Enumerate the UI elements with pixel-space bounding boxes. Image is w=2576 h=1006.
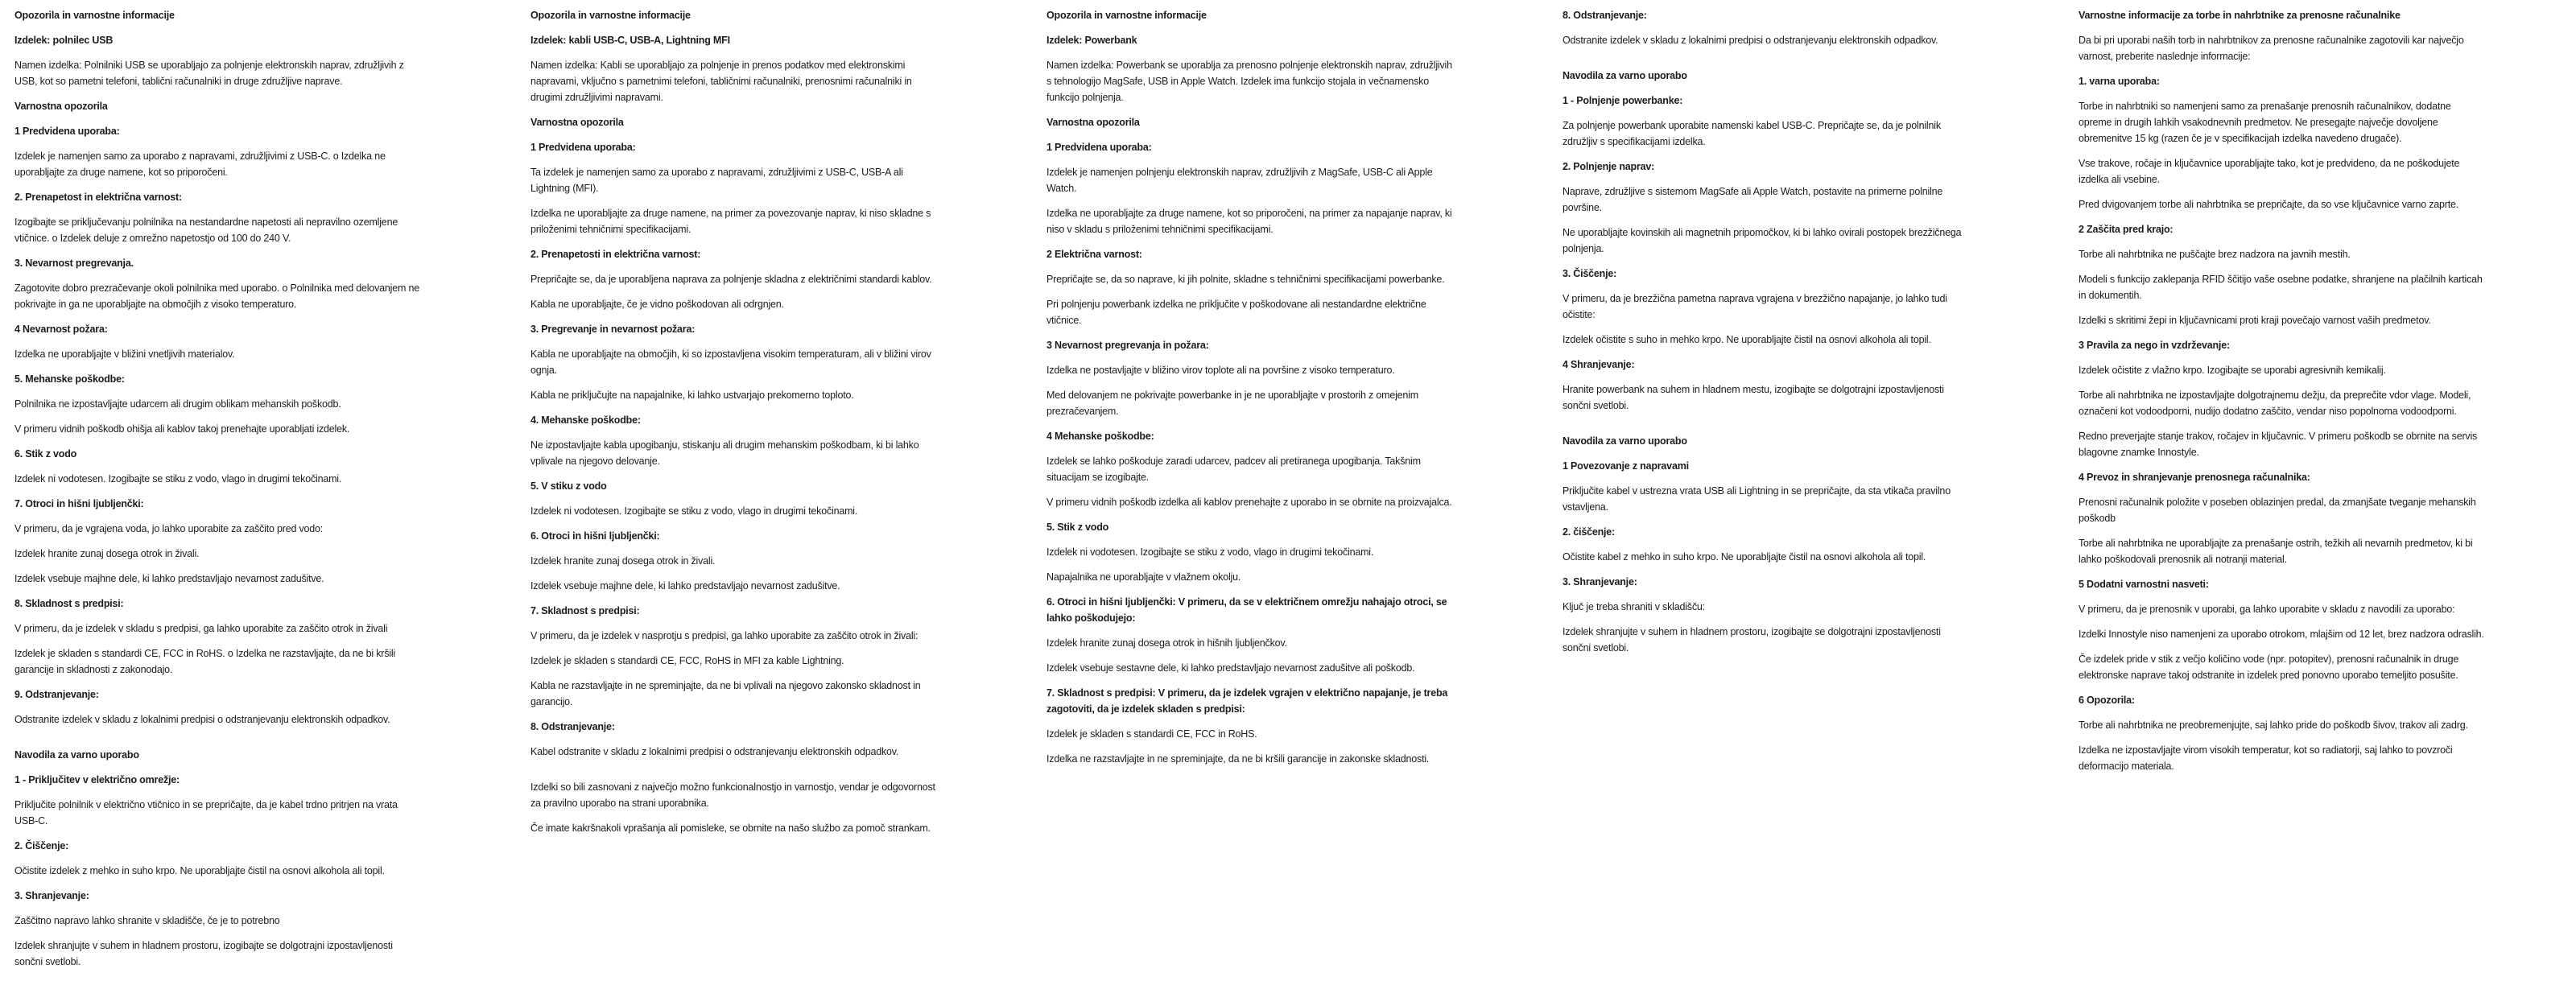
column-cables [530,7,937,845]
paragraph: V primeru vidnih poškodb ohišja ali kablov takoj prenehajte uporabljati izdelek. [14,423,350,435]
paragraph: Izdelek očistite s suho in mehko krpo. Ne uporabljajte čistil na osnovi alkohola ali topil. [1563,334,1931,345]
paragraph: Napajalnika ne uporabljajte v vlažnem okolju. [1046,571,1241,583]
paragraph: Kabla ne razstavljajte in ne spreminjajte, da ne bi vplivali na njegovo zakonsko skladnost in garancijo. [530,680,921,707]
column-laptop-bags [2079,7,2485,783]
paragraph: V primeru, da je vgrajena voda, jo lahko uporabite za zaščito pred vodo: [14,523,324,534]
paragraph: Izdelki so bili zasnovani z največjo možno funkcionalnostjo in varnostjo, vendar je odgovornost za pravilno uporabo na strani uporabnika. [530,781,935,809]
paragraph: Torbe in nahrbtniki so namenjeni samo za prenašanje prenosnih računalnikov, dodatne opreme in drugih lahkih vsakodnevnih predmetov. Ne presegajte največje dovoljene obremenitve 15 kg (razen če je v specifikacijah izdelka navedeno drugače). [2079,101,2451,144]
paragraph: Izdelek se lahko poškoduje zaradi udarcev, padcev ali pretiranega upogibanja. Takšnim situacijam se izogibajte. [1046,456,1421,483]
section-heading: 5. Stik z vodo [1046,522,1109,533]
paragraph: V primeru, da je izdelek v nasprotju s predpisi, ga lahko uporabite za zaščito otrok in živali: [530,630,919,641]
section-heading: 1 Predvidena uporaba: [14,126,120,137]
paragraph: Med delovanjem ne pokrivajte powerbanke in je ne uporabljajte v prostorih z omejenim prezračevanjem. [1046,390,1418,417]
section-heading: 7. Skladnost s predpisi: V primeru, da je izdelek vgrajen v električno napajanje, je treba zagotoviti, da je izdelek skladen s predpisi: [1046,687,1448,715]
paragraph: Izdelek očistite z vlažno krpo. Izogibajte se uporabi agresivnih kemikalij. [2079,365,2386,376]
section-heading: 2. Čiščenje: [14,840,69,851]
paragraph: Redno preverjajte stanje trakov, ročajev in ključavnic. V primeru poškodb se obrnite na servis blagovne znamke Innostyle. [2079,431,2478,458]
section-heading: 5 Dodatni varnostni nasveti: [2079,579,2209,590]
section-heading: Opozorila in varnostne informacije [530,10,691,21]
section-heading: Navodila za varno uporabo [14,749,139,761]
paragraph: Ključ je treba shraniti v skladišču: [1563,601,1705,612]
paragraph: Torbe ali nahrbtnika ne preobremenjujte, saj lahko pride do poškodb šivov, trakov ali zadrg. [2079,719,2468,731]
paragraph: Polnilnika ne izpostavljajte udarcem ali drugim oblikam mehanskih poškodb. [14,398,341,410]
section-heading: 5. V stiku z vodo [530,480,607,492]
paragraph: Izdelek shranjujte v suhem in hladnem prostoru, izogibajte se dolgotrajni izpostavljenosti sončni svetlobi. [1563,626,1941,653]
section-heading: Opozorila in varnostne informacije [14,10,175,21]
paragraph: Namen izdelka: Polnilniki USB se uporabljajo za polnjenje elektronskih naprav, združljivih z USB, kot so pametni telefoni, tablični računalniki in druge združljive naprave. [14,60,404,87]
section-heading: 1 Predvidena uporaba: [1046,142,1152,153]
section-heading: Varnostna opozorila [1046,117,1140,128]
paragraph: Ne uporabljajte kovinskih ali magnetnih pripomočkov, ki bi lahko ovirali postopek brezžičnega polnjenja. [1563,227,1962,254]
paragraph: Izdelek ni vodotesen. Izogibajte se stiku z vodo, vlago in drugimi tekočinami. [14,473,342,484]
paragraph: Kabla ne priključujte na napajalnike, ki lahko ustvarjajo prekomerno toploto. [530,390,854,401]
paragraph: Pri polnjenju powerbank izdelka ne priključite v poškodovane ali nestandardne električne vtičnice. [1046,299,1426,326]
spacer [1563,423,1969,433]
paragraph: Za polnjenje powerbank uporabite namenski kabel USB-C. Prepričajte se, da je polnilnik združljiv s specifikacijami izdelka. [1563,120,1941,147]
paragraph: Izdelka ne uporabljajte v bližini vnetljivih materialov. [14,348,235,360]
section-heading: Varnostne informacije za torbe in nahrbtnike za prenosne računalnike [2079,10,2401,21]
section-heading: 4. Mehanske poškodbe: [530,414,641,426]
spacer [1563,57,1969,68]
section-heading: 2 Zaščita pred krajo: [2079,224,2174,235]
paragraph: Torbe ali nahrbtnika ne izpostavljajte dolgotrajnemu dežju, da preprečite vdor vlage. Modeli, označeni kot vodoodporni, nudijo dodatno zaščito, vendar niso popolnoma vodoodporni. [2079,390,2471,417]
paragraph: Izdelek vsebuje majhne dele, ki lahko predstavljajo nevarnost zadušitve. [14,573,324,584]
section-heading: 3. Nevarnost pregrevanja. [14,258,134,269]
paragraph: Če imate kakršnakoli vprašanja ali pomisleke, se obrnite na našo službo za pomoč strankam. [530,823,931,834]
section-heading: Izdelek: Powerbank [1046,35,1137,46]
paragraph: Modeli s funkcijo zaklepanja RFID ščitijo vaše osebne podatke, shranjene na plačilnih karticah in dokumentih. [2079,274,2483,301]
section-heading: Varnostna opozorila [14,101,108,112]
paragraph: Pred dvigovanjem torbe ali nahrbtnika se prepričajte, da so vse ključavnice varno zaprte. [2079,199,2459,210]
section-heading: 1 Predvidena uporaba: [530,142,636,153]
paragraph: Izdelki Innostyle niso namenjeni za uporabo otrokom, mlajšim od 12 let, brez nadzora odraslih. [2079,629,2484,640]
paragraph: Izdelek hranite zunaj dosega otrok in hišnih ljubljenčkov. [1046,637,1287,649]
section-heading: 7. Skladnost s predpisi: [530,605,640,616]
paragraph: Odstranite izdelek v skladu z lokalnimi predpisi o odstranjevanju elektronskih odpadkov. [1563,35,1938,46]
paragraph: Odstranite izdelek v skladu z lokalnimi predpisi o odstranjevanju elektronskih odpadkov. [14,714,390,725]
paragraph: Izdelki s skritimi žepi in ključavnicami proti kraji povečajo varnost vaših predmetov. [2079,315,2431,326]
section-heading: 8. Skladnost s predpisi: [14,598,124,609]
paragraph: Izdelek je skladen s standardi CE, FCC, RoHS in MFI za kable Lightning. [530,655,844,666]
section-heading: 2. Prenapetost in električna varnost: [14,192,182,203]
section-heading: Navodila za varno uporabo [1563,435,1687,447]
paragraph: Izdelek ni vodotesen. Izogibajte se stiku z vodo, vlago in drugimi tekočinami. [530,505,858,517]
section-heading: 3. Čiščenje: [1563,268,1617,279]
section-heading: 8. Odstranjevanje: [530,721,615,732]
paragraph: Izogibajte se priključevanju polnilnika na nestandardne napetosti ali nepravilno ozemljene vtičnice. o Izdelek deluje z omrežno napetostjo od 100 do 240 V. [14,216,398,244]
column-usb-charger [14,7,421,979]
section-heading: 2. čiščenje: [1563,526,1616,538]
section-heading: 7. Otroci in hišni ljubljenčki: [14,498,144,509]
paragraph: Prepričajte se, da je uporabljena naprava za polnjenje skladna z električnimi standardi kablov. [530,274,932,285]
paragraph: Prepričajte se, da so naprave, ki jih polnite, skladne s tehničnimi specifikacijami powerbanke. [1046,274,1445,285]
section-heading: 3. Shranjevanje: [1563,576,1637,588]
section-heading: 2. Polnjenje naprav: [1563,161,1655,172]
paragraph: Izdelek vsebuje sestavne dele, ki lahko predstavljajo nevarnost zadušitve ali poškodb. [1046,662,1415,674]
section-heading: 6 Opozorila: [2079,695,2135,706]
section-heading: 9. Odstranjevanje: [14,689,99,700]
paragraph: Kabla ne uporabljajte, če je vidno poškodovan ali odrgnjen. [530,299,784,310]
section-heading: 4 Shranjevanje: [1563,359,1635,370]
paragraph: V primeru, da je prenosnik v uporabi, ga lahko uporabite v skladu z navodili za uporabo: [2079,604,2455,615]
section-heading: 4 Nevarnost požara: [14,324,108,335]
spacer [530,769,937,779]
paragraph: Izdelek hranite zunaj dosega otrok in živali. [530,555,716,567]
paragraph: Ne izpostavljajte kabla upogibanju, stiskanju ali drugim mehanskim poškodbam, ki bi lahko vplivale na njegovo delovanje. [530,439,919,467]
section-heading: 2. Prenapetosti in električna varnost: [530,249,701,260]
paragraph: Izdelek ni vodotesen. Izogibajte se stiku z vodo, vlago in drugimi tekočinami. [1046,546,1374,558]
paragraph: Očistite kabel z mehko in suho krpo. Ne uporabljajte čistil na osnovi alkohola ali topil. [1563,551,1926,563]
column-powerbank-usage [1563,7,1969,665]
section-heading: 3 Nevarnost pregrevanja in požara: [1046,340,1209,351]
paragraph: Ta izdelek je namenjen samo za uporabo z napravami, združljivimi z USB-C, USB-A ali Lightning (MFI). [530,167,903,194]
section-heading: Varnostna opozorila [530,117,624,128]
paragraph: Izdelek je namenjen polnjenju elektronskih naprav, združljivih z MagSafe, USB-C ali Apple Watch. [1046,167,1433,194]
paragraph: Izdelek je skladen s standardi CE, FCC in RoHS. o Izdelka ne razstavljajte, da ne bi kršili garancije in skladnosti z zakonodajo. [14,648,395,675]
paragraph: Zaščitno napravo lahko shranite v skladišče, če je to potrebno [14,915,280,926]
paragraph: Izdelka ne izpostavljajte virom visokih temperatur, kot so radiatorji, saj lahko to povzroči deformacijo materiala. [2079,744,2453,772]
paragraph: Očistite izdelek z mehko in suho krpo. Ne uporabljajte čistil na osnovi alkohola ali topil. [14,865,385,876]
section-heading: 5. Mehanske poškodbe: [14,373,125,385]
section-heading: 6. Stik z vodo [14,448,77,460]
section-heading: 1. varna uporaba: [2079,76,2160,87]
paragraph: Izdelka ne uporabljajte za druge namene, na primer za povezovanje naprav, ki niso skladne s priloženimi tehničnimi specifikacijami. [530,208,931,235]
paragraph: Izdelek je skladen s standardi CE, FCC in RoHS. [1046,728,1257,740]
paragraph: Izdelek hranite zunaj dosega otrok in živali. [14,548,200,559]
paragraph: V primeru, da je brezžična pametna naprava vgrajena v brezžično napajanje, jo lahko tudi očistite: [1563,293,1947,320]
paragraph: Hranite powerbank na suhem in hladnem mestu, izogibajte se dolgotrajni izpostavljenosti sončni svetlobi. [1563,384,1944,411]
section-heading: 8. Odstranjevanje: [1563,10,1647,21]
paragraph: Torbe ali nahrbtnika ne uporabljajte za prenašanje ostrih, težkih ali nevarnih predmetov, ki bi lahko poškodovali prenosnik ali notranji material. [2079,538,2473,565]
paragraph: Izdelka ne uporabljajte za druge namene, kot so priporočeni, na primer za napajanje naprav, ki niso v skladu s priloženimi tehničnimi specifikacijami. [1046,208,1452,235]
paragraph: Priključite kabel v ustrezna vrata USB ali Lightning in se prepričajte, da sta vtikača pravilno vstavljena. [1563,485,1951,513]
paragraph: Izdelek vsebuje majhne dele, ki lahko predstavljajo nevarnost zadušitve. [530,580,840,592]
spacer [14,736,421,747]
paragraph: V primeru, da je izdelek v skladu s predpisi, ga lahko uporabite za zaščito otrok in živali [14,623,388,634]
section-heading: 4 Prevoz in shranjevanje prenosnega računalnika: [2079,472,2310,483]
section-heading: 4 Mehanske poškodbe: [1046,431,1154,442]
paragraph: Da bi pri uporabi naših torb in nahrbtnikov za prenosne računalnike zagotovili kar največjo varnost, preberite naslednje informacije: [2079,35,2464,62]
section-heading: Izdelek: polnilec USB [14,35,114,46]
section-heading: 6. Otroci in hišni ljubljenčki: V primeru, da se v električnem omrežju nahajajo otroci, se lahko poškodujejo: [1046,596,1447,624]
section-heading: 3. Shranjevanje: [14,890,89,901]
paragraph: Naprave, združljive s sistemom MagSafe ali Apple Watch, postavite na primerne polnilne površine. [1563,186,1943,213]
paragraph: Namen izdelka: Powerbank se uporablja za prenosno polnjenje elektronskih naprav, združljivih s tehnologijo MagSafe, USB in Apple Watch. Izdelek ima funkcijo stojala in večnamensko funkcijo polnjenja. [1046,60,1452,103]
paragraph: Izdelka ne postavljajte v bližino virov toplote ali na površine z visoko temperaturo. [1046,365,1395,376]
paragraph: Torbe ali nahrbtnika ne puščajte brez nadzora na javnih mestih. [2079,249,2351,260]
column-powerbank [1046,7,1453,776]
section-heading: Navodila za varno uporabo [1563,70,1687,81]
section-heading: 1 - Priključitev v električno omrežje: [14,774,180,785]
section-heading: 1 Povezovanje z napravami [1563,460,1689,472]
section-heading: 3 Pravila za nego in vzdrževanje: [2079,340,2230,351]
paragraph: Zagotovite dobro prezračevanje okoli polnilnika med uporabo. o Polnilnika med delovanjem ne pokrivajte in ga ne uporabljajte na območjih z visoko temperaturo. [14,282,419,310]
section-heading: 3. Pregrevanje in nevarnost požara: [530,324,696,335]
paragraph: Prenosni računalnik položite v poseben oblazinjen predal, da zmanjšate tveganje mehanskih poškodb [2079,497,2476,524]
section-heading: Opozorila in varnostne informacije [1046,10,1207,21]
paragraph: Vse trakove, ročaje in ključavnice uporabljajte tako, kot je predvideno, da ne poškodujete izdelka ali vsebine. [2079,158,2460,185]
paragraph: Priključite polnilnik v električno vtičnico in se prepričajte, da je kabel trdno pritrjen na vrata USB-C. [14,799,398,827]
paragraph: Namen izdelka: Kabli se uporabljajo za polnjenje in prenos podatkov med elektronskimi napravami, vključno s pametnimi telefoni, tabličnimi računalniki, prenosnimi računalniki in drugimi združljivimi napravami. [530,60,912,103]
paragraph: Če izdelek pride v stik z večjo količino vode (npr. potopitev), prenosni računalnik in druge elektronske naprave takoj odstranite in izdelek pred ponovno uporabo temeljito posušite. [2079,653,2459,681]
paragraph: Kabla ne uporabljajte na območjih, ki so izpostavljena visokim temperaturam, ali v bližini virov ognja. [530,348,931,376]
section-heading: Izdelek: kabli USB-C, USB-A, Lightning MFI [530,35,730,46]
paragraph: Izdelka ne razstavljajte in ne spreminjajte, da ne bi kršili garancije in zakonske skladnosti. [1046,753,1430,765]
paragraph: V primeru vidnih poškodb izdelka ali kablov prenehajte z uporabo in se obrnite na proizvajalca. [1046,497,1452,508]
section-heading: 2 Električna varnost: [1046,249,1142,260]
paragraph: Kabel odstranite v skladu z lokalnimi predpisi o odstranjevanju elektronskih odpadkov. [530,746,899,757]
paragraph: Izdelek je namenjen samo za uporabo z napravami, združljivimi z USB-C. o Izdelka ne uporabljajte za druge namene, kot so priporočeni. [14,150,386,178]
section-heading: 6. Otroci in hišni ljubljenčki: [530,530,660,542]
paragraph: Izdelek shranjujte v suhem in hladnem prostoru, izogibajte se dolgotrajni izpostavljenosti sončni svetlobi. [14,940,393,967]
section-heading: 1 - Polnjenje powerbanke: [1563,95,1683,106]
